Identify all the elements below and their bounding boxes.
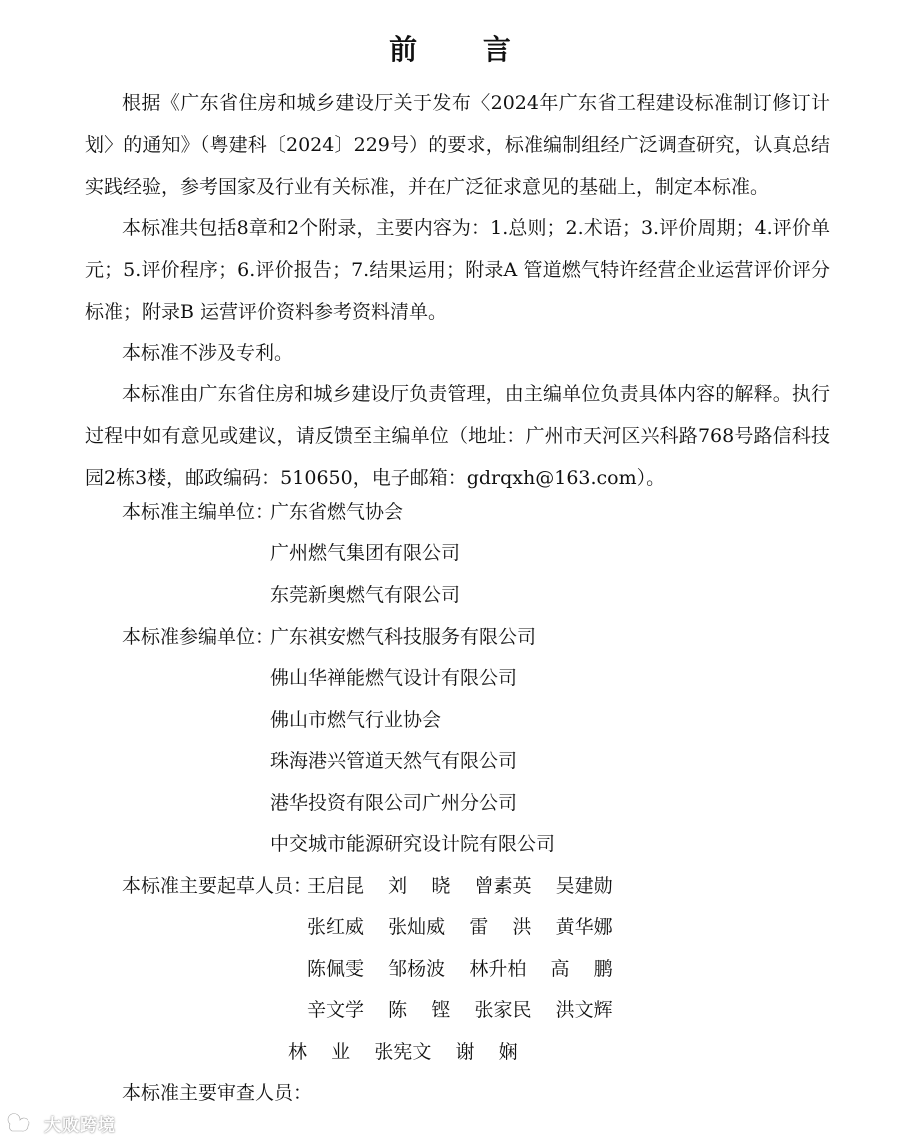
watermark [4,1110,116,1136]
participating-editor-unit: 中交城市能源研究设计院有限公司 [270,833,556,855]
drafters-label: 本标准主要起草人员： [122,875,313,897]
participating-editor-unit: 珠海港兴管道天然气有限公司 [270,750,518,772]
drafter-names-row: 林 业 张宪文 谢 娴 [288,1041,518,1063]
paragraph-contents: 本标准共包括8章和2个附录，主要内容为：1.总则；2.术语；3.评价周期；4.评价单元；5.评价程序；6.评价报告；7.结果运用；附录A 管道燃气特许经营企业运营评价评分标准；附录B 运营评价资料参考资料清单。 [85,217,830,323]
page-title: 前 言 [389,33,539,66]
chief-editor-unit: 广州燃气集团有限公司 [270,542,461,564]
participating-editor-unit: 佛山市燃气行业协会 [270,709,442,731]
drafter-names-row: 张红威 张灿威 雷 洪 黄华娜 [307,916,613,938]
chief-editor-unit: 东莞新奥燃气有限公司 [270,584,461,606]
paragraph-patent: 本标准不涉及专利。 [122,342,294,364]
drafter-names-row: 辛文学 陈 铿 张家民 洪文辉 [307,999,613,1021]
participating-editor-unit: 佛山华禅能燃气设计有限公司 [270,667,518,689]
watermark-text: 大败跨境 [44,1115,116,1136]
participating-editors-label: 本标准参编单位： [122,626,275,648]
reviewers-label: 本标准主要审查人员： [122,1082,313,1104]
participating-editor-unit: 港华投资有限公司广州分公司 [270,792,518,814]
chief-editors-label: 本标准主编单位： [122,501,275,523]
paragraph-basis: 根据《广东省住房和城乡建设厅关于发布〈2024年广东省工程建设标准制订修订计划〉的通知》（粤建科〔2024〕229号）的要求，标准编制组经广泛调查研究，认真总结实践经验，参考国家及行业有关标准，并在广泛征求意见的基础上，制定本标准。 [85,92,830,198]
chief-editor-unit: 广东省燃气协会 [270,501,404,523]
participating-editor-unit: 广东祺安燃气科技服务有限公司 [270,626,537,648]
drafter-names-row: 陈佩雯 邹杨波 林升柏 高 鹏 [307,958,613,980]
drafter-names-row: 王启昆 刘 晓 曾素英 吴建勋 [307,875,613,897]
brand-logo-icon [4,1112,38,1134]
paragraph-management: 本标准由广东省住房和城乡建设厅负责管理，由主编单位负责具体内容的解释。执行过程中如有意见或建议，请反馈至主编单位（地址：广州市天河区兴科路768号路信科技园2栋3楼，邮政编码：510650，电子邮箱：gdrqxh@163.com）。 [85,383,830,489]
